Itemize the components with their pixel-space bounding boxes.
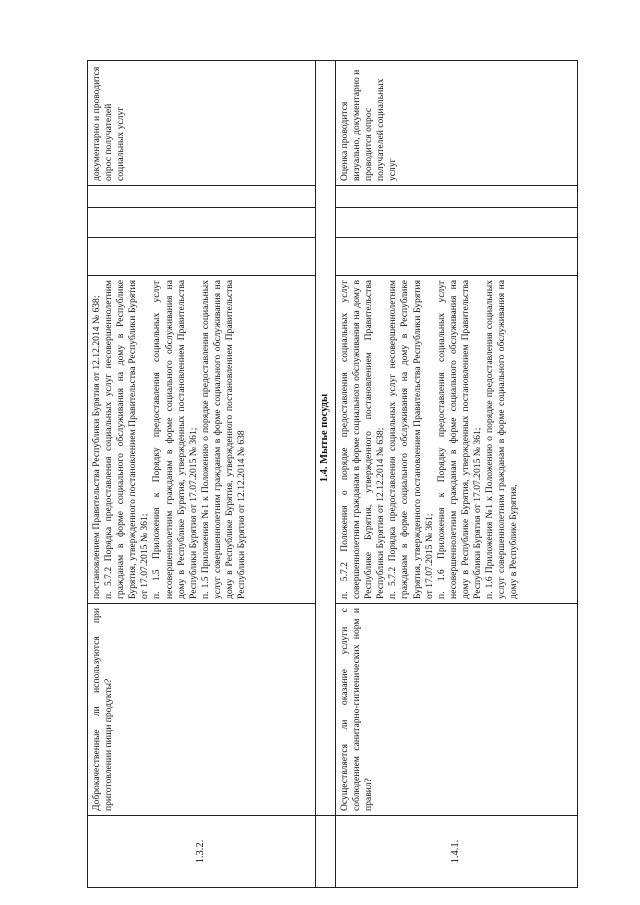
assessment-text: Оценка проводится визуально, документарно и проводится опрос получателей социальных услуг — [339, 69, 399, 181]
section-title: 1.4. Мытье посуды — [316, 61, 336, 816]
table-row — [336, 61, 578, 888]
criteria-line: п. 1.5 Приложения к Порядку предоставления социальных услуг несовершеннолетним гражданам в форме социального обслуживания на дому в Республике Бурятия, утвержденных постановлением Правительства Республики Бурятия от 17.07.2015 № 361; — [151, 280, 199, 599]
table-row — [88, 61, 316, 888]
row-number: 1.4.1. — [336, 816, 578, 888]
criteria-line: п. 1.6 Приложения к Порядку предоставления социальных услуг несовершеннолетним гражданам в форме социального обслуживания на дому в Республике Бурятия, утвержденных постановлением Правительства Республики Бурятия от 17.07.2015 № 361; — [435, 280, 484, 599]
row-question: Доброкачественные ли используются при приготовлении пищи продукты? — [88, 604, 316, 816]
empty-cell — [336, 238, 578, 276]
empty-cell — [88, 238, 316, 276]
empty-cell — [88, 186, 316, 208]
assessment-text: документарно и проводится опрос получателей социальных услуг — [91, 66, 127, 181]
criteria-table — [87, 60, 578, 888]
row-number: 1.3.2. — [88, 816, 316, 888]
empty-cell — [316, 816, 336, 888]
criteria-line: постановлением Правительства Республики Бурятия от 12.12.2014 № 638; — [91, 295, 102, 599]
row-assessment — [336, 61, 578, 186]
rotated-table-container — [87, 61, 577, 888]
criteria-line: п. 1.5 Приложения №1 к Положению о порядке предоставления социальных услуг совершеннолетним гражданам в форме социального обслуживания на дому в Республике Бурятия, утвержденного постановлением Правительства Республики Бурятия от 12.12.2014 № 638 — [199, 280, 248, 599]
empty-cell — [88, 208, 316, 238]
empty-cell — [336, 208, 578, 238]
criteria-line: п. 5.7.2 Порядка предоставления социальных услуг несовершеннолетним гражданам в форме социального обслуживания на дому в Республике Бурятия, утвержденного постановлением Правительства Республики Бурятия от 17.07.2015 № 361; — [103, 280, 151, 599]
row-criteria — [336, 276, 578, 604]
row-assessment — [88, 61, 316, 186]
row-question: Осуществляется ли оказание услуги с соблюдением санитарно-гигиенических норм и правил? — [336, 604, 578, 816]
criteria-line: п. 5.7.2 Порядка предоставления социальных услуг несовершеннолетним гражданам в форме социального обслуживания на дому в Республике Бурятия, утвержденного постановлением Правительства Республики Бурятия от 17.07.2015 № 361; — [387, 280, 435, 599]
criteria-line: п. 5.7.2 Положения о порядке предоставления социальных услуг совершеннолетним гражданам в форме социального обслуживания на дому в Республике Бурятия, утвержденного постановлением Правительства Республики Бурятия от 12.12.2014 № 638; — [339, 280, 387, 599]
section-row — [316, 61, 336, 888]
criteria-line: п. 1.6 Приложения №1 к Положению о порядке предоставления социальных услуг совершеннолетним гражданам в форме социального обслуживания на дому в Республике Бурятия, — [484, 280, 520, 599]
empty-cell — [336, 186, 578, 208]
row-criteria — [88, 276, 316, 604]
